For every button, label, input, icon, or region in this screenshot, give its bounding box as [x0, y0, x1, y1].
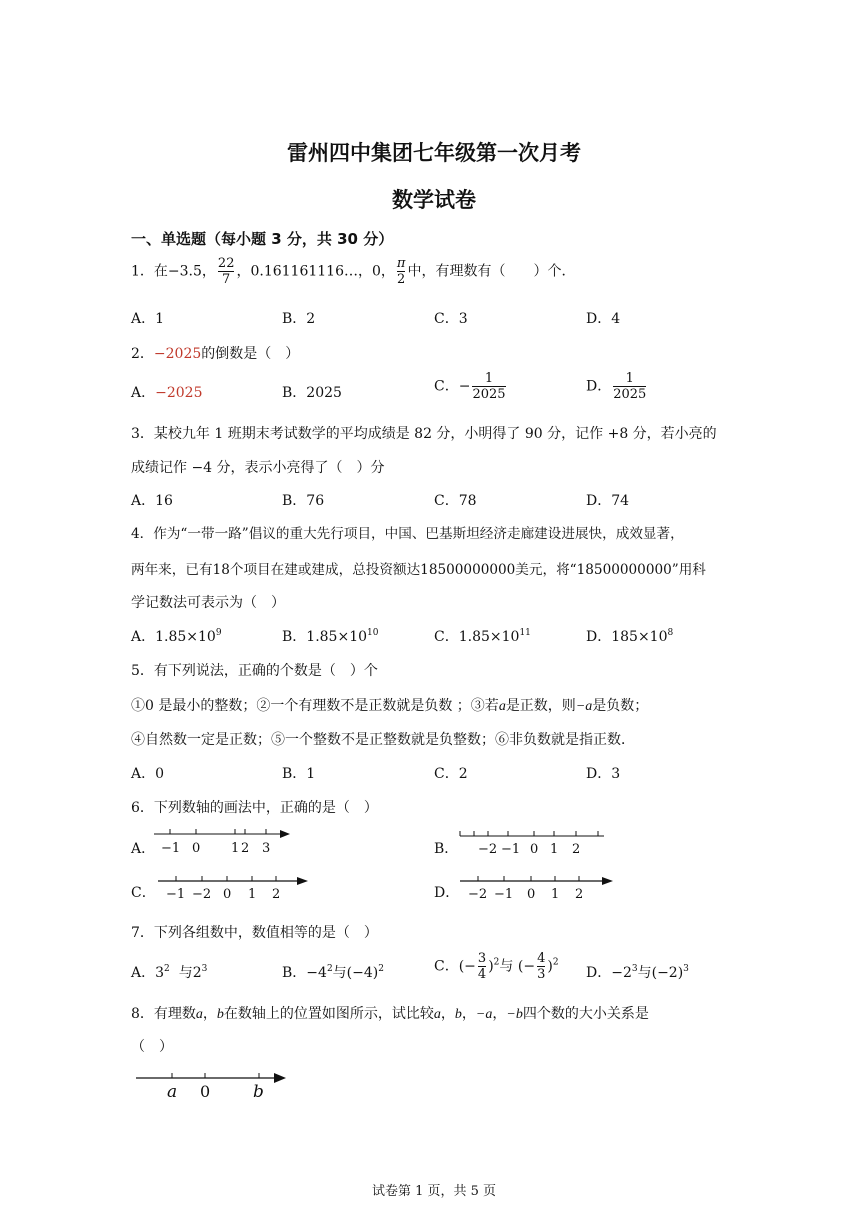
q6-c-tick-label: 1	[248, 887, 257, 902]
q5-line-1: 5．有下列说法，正确的个数是（ ）个	[131, 663, 378, 679]
q8-var-neg-b: −b	[506, 1007, 523, 1022]
q7-a-label: A．	[131, 965, 156, 981]
q4-c-label: C．	[434, 629, 459, 645]
q5-s1: ①0 是最小的整数；②一个有理数不是正数就是负数 ；③若	[131, 698, 499, 714]
q6-axis-c	[156, 872, 311, 904]
q6-c-tick-label: 2	[272, 887, 281, 902]
q4-d-exp: 8	[667, 628, 674, 638]
q2-c-fraction	[472, 372, 505, 401]
q4-option-b[interactable]	[282, 626, 378, 646]
q7-option-a[interactable]	[131, 962, 207, 982]
q1-n1: −3.5，	[167, 263, 216, 280]
section-heading: 一、单选题（每小题 3 分，共 30 分）	[131, 230, 394, 248]
q2-lead: 2．	[131, 346, 154, 362]
q1-pi-den: 2	[397, 271, 406, 287]
q4-line-3: 学记数法可表示为（ ）	[131, 595, 285, 611]
q7-c-fraction-1	[478, 952, 486, 981]
q5-line-2	[131, 695, 648, 715]
q2-a-value: −2025	[155, 385, 203, 401]
q7-d-exp2: 3	[683, 964, 689, 974]
q8-lead: 8．有理数	[131, 1006, 196, 1022]
question-2	[131, 343, 299, 363]
q4-a-exp: 9	[215, 628, 222, 638]
q7-c-exp1: 2	[493, 957, 500, 968]
q7-b-base1: −4	[306, 965, 327, 981]
q7-d-label: D．	[586, 965, 612, 981]
q5-option-a[interactable]: A．0	[131, 766, 165, 782]
q7-line-1: 7．下列各组数中，数值相等的是（ ）	[131, 925, 378, 941]
q7-c-num1: 3	[477, 951, 487, 966]
q2-d-den: 2025	[613, 386, 647, 402]
q2-d-label: D．	[586, 378, 612, 395]
q7-b-label: B．	[282, 965, 307, 981]
q5-var-a: a	[498, 699, 506, 714]
q5-s1b: 是正数，则	[505, 698, 576, 714]
q7-a-exp2: 3	[201, 964, 208, 974]
page-footer: 试卷第 1 页，共 5 页	[371, 1184, 497, 1199]
q6-c-tick-label: −2	[192, 887, 212, 902]
q8-tail: 四个数的大小关系是	[522, 1006, 649, 1022]
q6-option-d-label[interactable]: D．	[434, 885, 460, 901]
q2-c-sign: −	[458, 378, 471, 395]
q7-b-with: 与	[332, 965, 347, 981]
q2-option-d[interactable]	[586, 372, 648, 401]
exam-subtitle: 数学试卷	[392, 188, 476, 212]
q6-a-tick-label: −1	[161, 841, 181, 856]
q4-c-exp: 11	[519, 628, 531, 638]
q7-c-fraction-2	[537, 952, 545, 981]
q8-var-neg-a: −a	[475, 1007, 493, 1022]
q6-b-tick-label: 1	[550, 842, 559, 857]
q5-line-3: ④自然数一定是正数；⑤一个整数不是正整数就是负整数；⑥非负数就是指正数．	[131, 732, 635, 748]
q8-comma: ，	[492, 1006, 507, 1022]
q4-option-c[interactable]	[434, 626, 531, 646]
q5-option-c[interactable]: C．2	[434, 766, 468, 782]
q1-frac-den: 7	[218, 271, 235, 287]
q8-number-line	[134, 1066, 289, 1102]
q6-axis-a	[152, 826, 292, 858]
q3-option-b[interactable]: B．76	[282, 493, 325, 509]
q5-var-neg-a: −a	[575, 699, 593, 714]
exam-title: 雷州四中集团七年级第一次月考	[287, 141, 581, 165]
q7-d-base2: (−2)	[651, 965, 684, 981]
q6-option-b-label[interactable]: B．	[434, 841, 459, 857]
q7-option-c[interactable]	[434, 952, 559, 981]
q1-option-a[interactable]: A．1	[131, 311, 165, 327]
q7-c-label: C．	[434, 958, 459, 975]
q7-d-with: 与	[637, 965, 652, 981]
q8-var-b: b	[216, 1007, 224, 1022]
q3-option-c[interactable]: C．78	[434, 493, 477, 509]
q8-line-1	[131, 1003, 649, 1023]
q7-c-with: 与	[499, 958, 514, 975]
q6-axis-d	[458, 872, 616, 904]
q4-line-1: 4．作为“一带一路”倡议的重大先行项目，中国、巴基斯坦经济走廊建设进展快，成效显著，	[131, 526, 684, 542]
q7-option-d[interactable]	[586, 962, 689, 982]
q7-c-open: (−	[458, 958, 476, 975]
q1-option-b[interactable]: B．2	[282, 311, 316, 327]
q7-c-den2: 3	[537, 966, 546, 982]
q2-option-a[interactable]	[131, 382, 202, 402]
q2-c-den: 2025	[472, 386, 506, 402]
q8-line-2: （ ）	[131, 1039, 173, 1055]
q1-option-d[interactable]: D．4	[586, 311, 621, 327]
q4-option-d[interactable]	[586, 626, 673, 646]
q7-b-exp1: 2	[326, 964, 333, 974]
q4-option-a[interactable]	[131, 626, 222, 646]
q6-a-tick-label: 1	[231, 841, 240, 856]
q6-a-tick-label: 3	[262, 841, 271, 856]
q8-comma: ，	[440, 1006, 455, 1022]
q7-a-base2: 2	[192, 965, 202, 981]
q7-c-close2: )	[547, 958, 553, 975]
q6-c-tick-label: 0	[223, 887, 232, 902]
q7-a-with: 与	[178, 965, 193, 981]
q5-option-d[interactable]: D．3	[586, 766, 621, 782]
q7-c-exp2: 2	[552, 957, 559, 968]
q6-a-tick-label: 0	[192, 841, 201, 856]
q4-b-exp: 10	[367, 628, 379, 638]
q8-axis-label: a	[167, 1082, 178, 1102]
q4-d-base: 185×10	[611, 629, 668, 645]
q2-c-label: C．	[434, 378, 459, 395]
q6-b-tick-label: 0	[530, 842, 539, 857]
q7-a-base1: 3	[155, 965, 165, 981]
q8-var-a: a	[433, 1007, 441, 1022]
q2-tail: 的倒数是（ ）	[201, 346, 300, 362]
q2-option-c[interactable]	[434, 372, 508, 401]
q2-d-fraction	[613, 372, 646, 401]
q6-d-tick-label: 2	[575, 887, 584, 902]
q3-line-1: 3．某校九年 1 班期末考试数学的平均成绩是 82 分，小明得了 90 分，记作 +8 分，若小亮的	[131, 426, 717, 442]
q1-mid: ，0.161161116…，0，	[236, 263, 395, 280]
q6-d-tick-label: −2	[468, 887, 488, 902]
q6-c-tick-label: −1	[166, 887, 186, 902]
q1-fraction	[218, 257, 235, 286]
q8-mid: 在数轴上的位置如图所示，试比较	[223, 1006, 434, 1022]
q6-d-tick-label: −1	[494, 887, 514, 902]
q4-b-base: 1.85×10	[306, 629, 368, 645]
q7-c-den1: 4	[477, 966, 487, 982]
q6-b-tick-label: −2	[478, 842, 498, 857]
q8-var-b: b	[454, 1007, 462, 1022]
q4-a-label: A．	[131, 629, 156, 645]
q8-comma: ，	[461, 1006, 476, 1022]
q6-b-tick-label: 2	[572, 842, 581, 857]
question-1	[131, 257, 575, 286]
q1-tail: 中，有理数有（ ）个．	[407, 263, 576, 280]
q7-d-base1: −2	[611, 965, 632, 981]
q6-d-tick-label: 1	[551, 887, 560, 902]
q8-axis-label: 0	[200, 1082, 211, 1101]
q7-c-close: )	[488, 958, 494, 975]
q6-d-tick-label: 0	[527, 887, 536, 902]
q2-d-num: 1	[625, 371, 634, 386]
q5-option-b[interactable]: B．1	[282, 766, 316, 782]
q1-lead: 1．在	[131, 263, 168, 280]
q6-option-a-label[interactable]: A．	[131, 841, 156, 857]
q7-option-b[interactable]	[282, 962, 384, 982]
q1-frac-num: 22	[217, 256, 235, 271]
q7-c-num2: 4	[537, 951, 546, 966]
q2-a-label: A．	[131, 385, 156, 401]
q4-c-base: 1.85×10	[458, 629, 520, 645]
q1-option-c[interactable]: C．3	[434, 311, 468, 327]
q3-line-2: 成绩记作 −4 分，表示小亮得了（ ）分	[131, 460, 385, 476]
q2-c-num: 1	[484, 371, 494, 386]
q2-number: −2025	[153, 346, 202, 362]
q6-line-1: 6．下列数轴的画法中，正确的是（ ）	[131, 800, 378, 816]
q4-d-label: D．	[586, 629, 612, 645]
q7-d-exp1: 3	[631, 964, 638, 974]
q4-b-label: B．	[282, 629, 307, 645]
q5-s1c: 是负数；	[592, 698, 649, 714]
q6-b-tick-label: −1	[501, 842, 521, 857]
q8-var-a: a	[195, 1007, 203, 1022]
q2-option-b[interactable]: B．2025	[282, 385, 342, 401]
q3-option-a[interactable]: A．16	[131, 493, 173, 509]
q7-a-exp1: 2	[164, 964, 170, 974]
q4-a-base: 1.85×10	[155, 629, 216, 645]
q4-line-2: 两年来，已有18个项目在建或建成，总投资额达18500000000美元，将“18500000000”用科	[131, 562, 706, 578]
q6-axis-b	[456, 826, 608, 858]
q8-comma: ，	[202, 1006, 217, 1022]
q8-axis-label: b	[253, 1082, 264, 1102]
q1-pi-fraction	[397, 257, 406, 286]
q6-option-c-label[interactable]: C．	[131, 885, 156, 901]
q7-c-open2: (−	[517, 958, 536, 975]
q3-option-d[interactable]: D．74	[586, 493, 630, 509]
q7-b-base2: (−4)	[346, 965, 379, 981]
q7-b-exp2: 2	[378, 964, 384, 974]
q6-a-tick-label: 2	[241, 841, 250, 856]
q1-pi: π	[396, 256, 406, 271]
